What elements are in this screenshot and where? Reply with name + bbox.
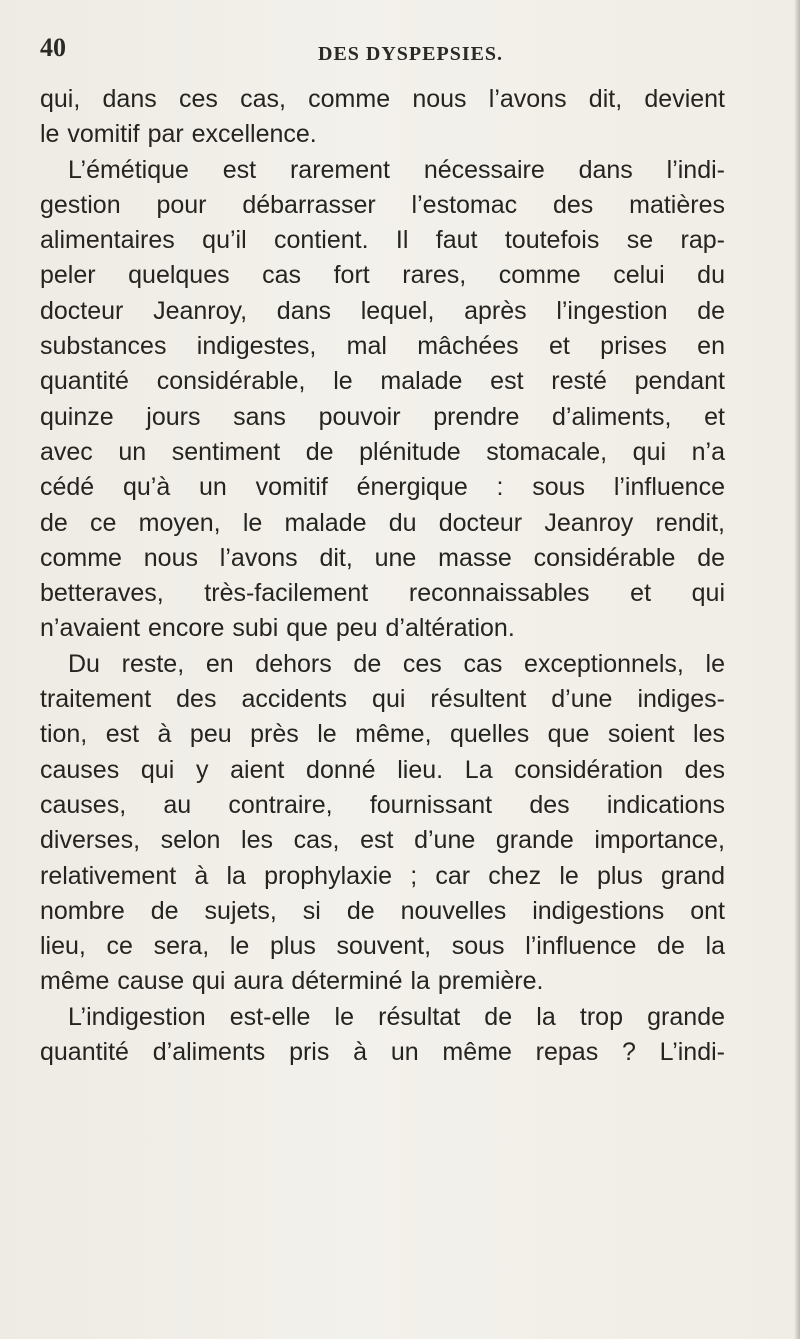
text-line: quantité d’aliments pris à un même repas ? L’indi-	[40, 1038, 725, 1067]
text-line: avec un sentiment de plénitude stomacale, qui n’a	[40, 437, 725, 466]
running-title: DES DYSPEPSIES.	[318, 43, 504, 65]
text-line: gestion pour débarrasser l’estomac des matières	[40, 190, 725, 219]
text-line: tion, est à peu près le même, quelles que soient les	[40, 720, 725, 749]
text-line: diverses, selon les cas, est d’une grande importance,	[40, 826, 725, 855]
page-header	[40, 34, 740, 74]
text-line: causes qui y aient donné lieu. La considération des	[40, 755, 725, 784]
body-text	[40, 82, 725, 1070]
text-line: betteraves, très-facilement reconnaissables et qui	[40, 579, 725, 608]
text-line: lieu, ce sera, le plus souvent, sous l’influence de la	[40, 932, 725, 961]
text-line: le vomitif par excellence.	[40, 120, 317, 149]
text-line: même cause qui aura déterminé la première.	[40, 967, 544, 996]
text-line: n’avaient encore subi que peu d’altération.	[40, 614, 515, 643]
text-line: Du reste, en dehors de ces cas exceptionnels, le	[68, 649, 725, 678]
text-line: de ce moyen, le malade du docteur Jeanroy rendit,	[40, 508, 725, 537]
text-line: causes, au contraire, fournissant des indications	[40, 790, 725, 819]
text-line: comme nous l’avons dit, une masse considérable de	[40, 543, 725, 572]
text-line: cédé qu’à un vomitif énergique : sous l’influence	[40, 473, 725, 502]
page-number: 40	[40, 33, 66, 62]
text-line: nombre de sujets, si de nouvelles indigestions ont	[40, 896, 725, 925]
text-line: qui, dans ces cas, comme nous l’avons dit, devient	[40, 85, 725, 113]
text-line: quinze jours sans pouvoir prendre d’aliments, et	[40, 402, 725, 431]
text-line: L’émétique est rarement nécessaire dans l’indi-	[68, 155, 725, 184]
text-line: alimentaires qu’il contient. Il faut toutefois se rap-	[40, 226, 725, 255]
text-line: substances indigestes, mal mâchées et prises en	[40, 332, 725, 361]
text-line: traitement des accidents qui résultent d’une indiges-	[40, 685, 725, 714]
page-edge-shadow	[794, 0, 800, 1339]
text-line: docteur Jeanroy, dans lequel, après l’ingestion de	[40, 296, 725, 325]
text-line: quantité considérable, le malade est resté pendant	[40, 367, 725, 396]
text-line: L’indigestion est-elle le résultat de la trop grande	[68, 1002, 725, 1031]
text-line: relativement à la prophylaxie ; car chez le plus grand	[40, 861, 725, 890]
text-line: peler quelques cas fort rares, comme celui du	[40, 261, 725, 290]
